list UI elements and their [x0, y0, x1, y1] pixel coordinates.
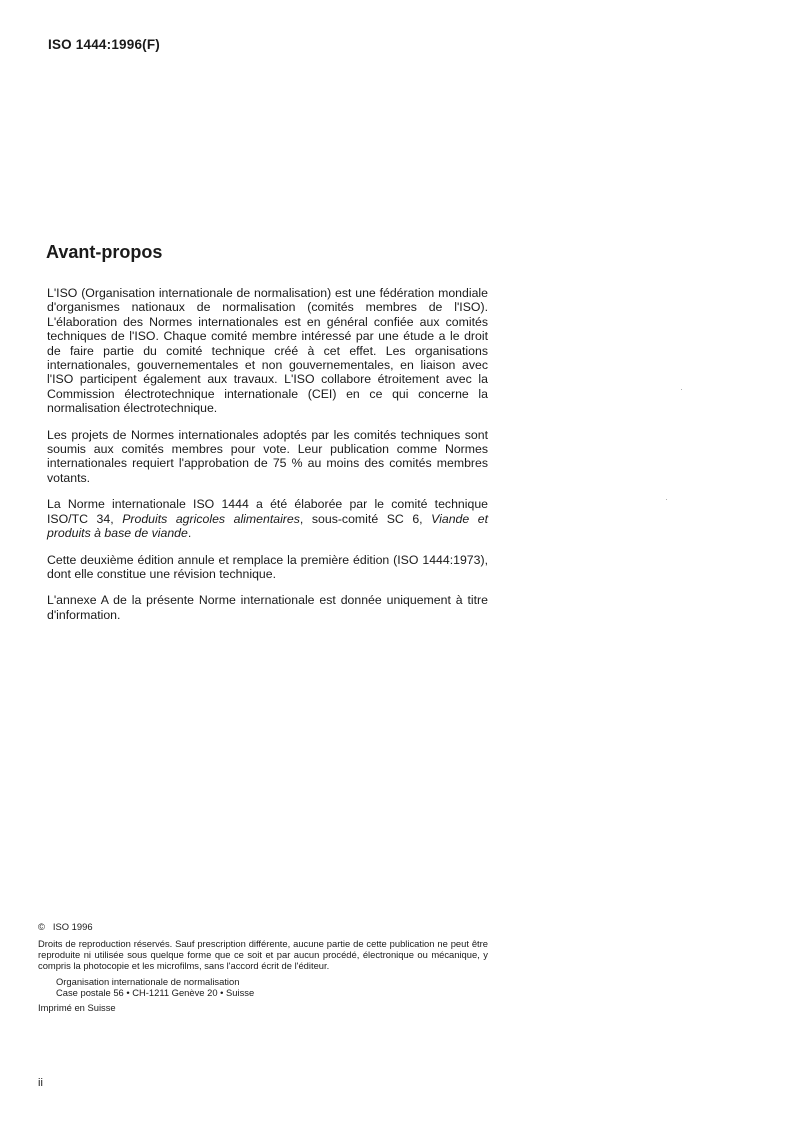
document-reference: ISO 1444:1996(F): [48, 37, 161, 52]
page-number: ii: [38, 1077, 43, 1089]
printed-in: Imprimé en Suisse: [38, 1002, 116, 1014]
copyright-icon: ©: [38, 921, 45, 932]
copyright-line: [38, 922, 488, 933]
subcommittee-title: Viande et produits à base de viande: [47, 511, 489, 541]
committee-title: Produits agricoles alimentaires: [122, 511, 300, 526]
foreword-title: Avant-propos: [46, 242, 163, 262]
paragraph-edition: Cette deuxième édition annule et remplace la première édition (ISO 1444:1973), dont elle constitue une révision technique.: [47, 552, 488, 581]
organisation-address: Case postale 56 • CH-1211 Genève 20 • Suisse: [56, 986, 255, 998]
scan-speck: [666, 499, 667, 500]
tc-text-part1: La Norme internationale ISO 1444 a été élaborée par le comité technique ISO/TC 34,: [47, 497, 488, 526]
organisation-name: Organisation internationale de normalisation: [56, 975, 240, 987]
paragraph-draft-standards: Les projets de Normes internationales adoptés par les comités techniques sont soumis aux comités membres pour vote. Leur publication comme Normes internationales requiert l'approbation de 75 % au moins des comités membres votants.: [47, 427, 488, 485]
paragraph-iso-organisation: L'ISO (Organisation internationale de normalisation) est une fédération mondiale d'organismes nationaux de normalisation (comités membres de l'ISO). L'élaboration des Normes internationales est en général confiée aux comités techniques de l'ISO. Chaque comité membre intéressé par une étude a le droit de faire partie du comité technique créé à cet effet. Les organisations internationales, gouvernementales et non gouvernementales, en liaison avec l'ISO participent également aux travaux. L'ISO collabore étroitement avec la Commission électrotechnique internationale (CEI) en ce qui concerne la normalisation électrotechnique.: [47, 286, 488, 416]
copyright-year: ISO 1996: [52, 921, 93, 932]
tc-text-part3: .: [187, 526, 192, 541]
foreword-body: [47, 286, 488, 634]
paragraph-annex: L'annexe A de la présente Norme internationale est donnée uniquement à titre d'information.: [47, 593, 488, 622]
rights-statement: Droits de reproduction réservés. Sauf prescription différente, aucune partie de cette publication ne peut être reproduite ni utilisée sous quelque forme que ce soit et par aucun procédé, électronique ou mécanique, y compris la photocopie et les microfilms, sans l'accord écrit de l'éditeur.: [38, 937, 488, 971]
scan-speck: [681, 389, 682, 390]
tc-text-part2: , sous-comité SC 6,: [299, 511, 432, 526]
paragraph-technical-committee: [47, 497, 488, 540]
copyright-notice: [38, 922, 488, 1014]
